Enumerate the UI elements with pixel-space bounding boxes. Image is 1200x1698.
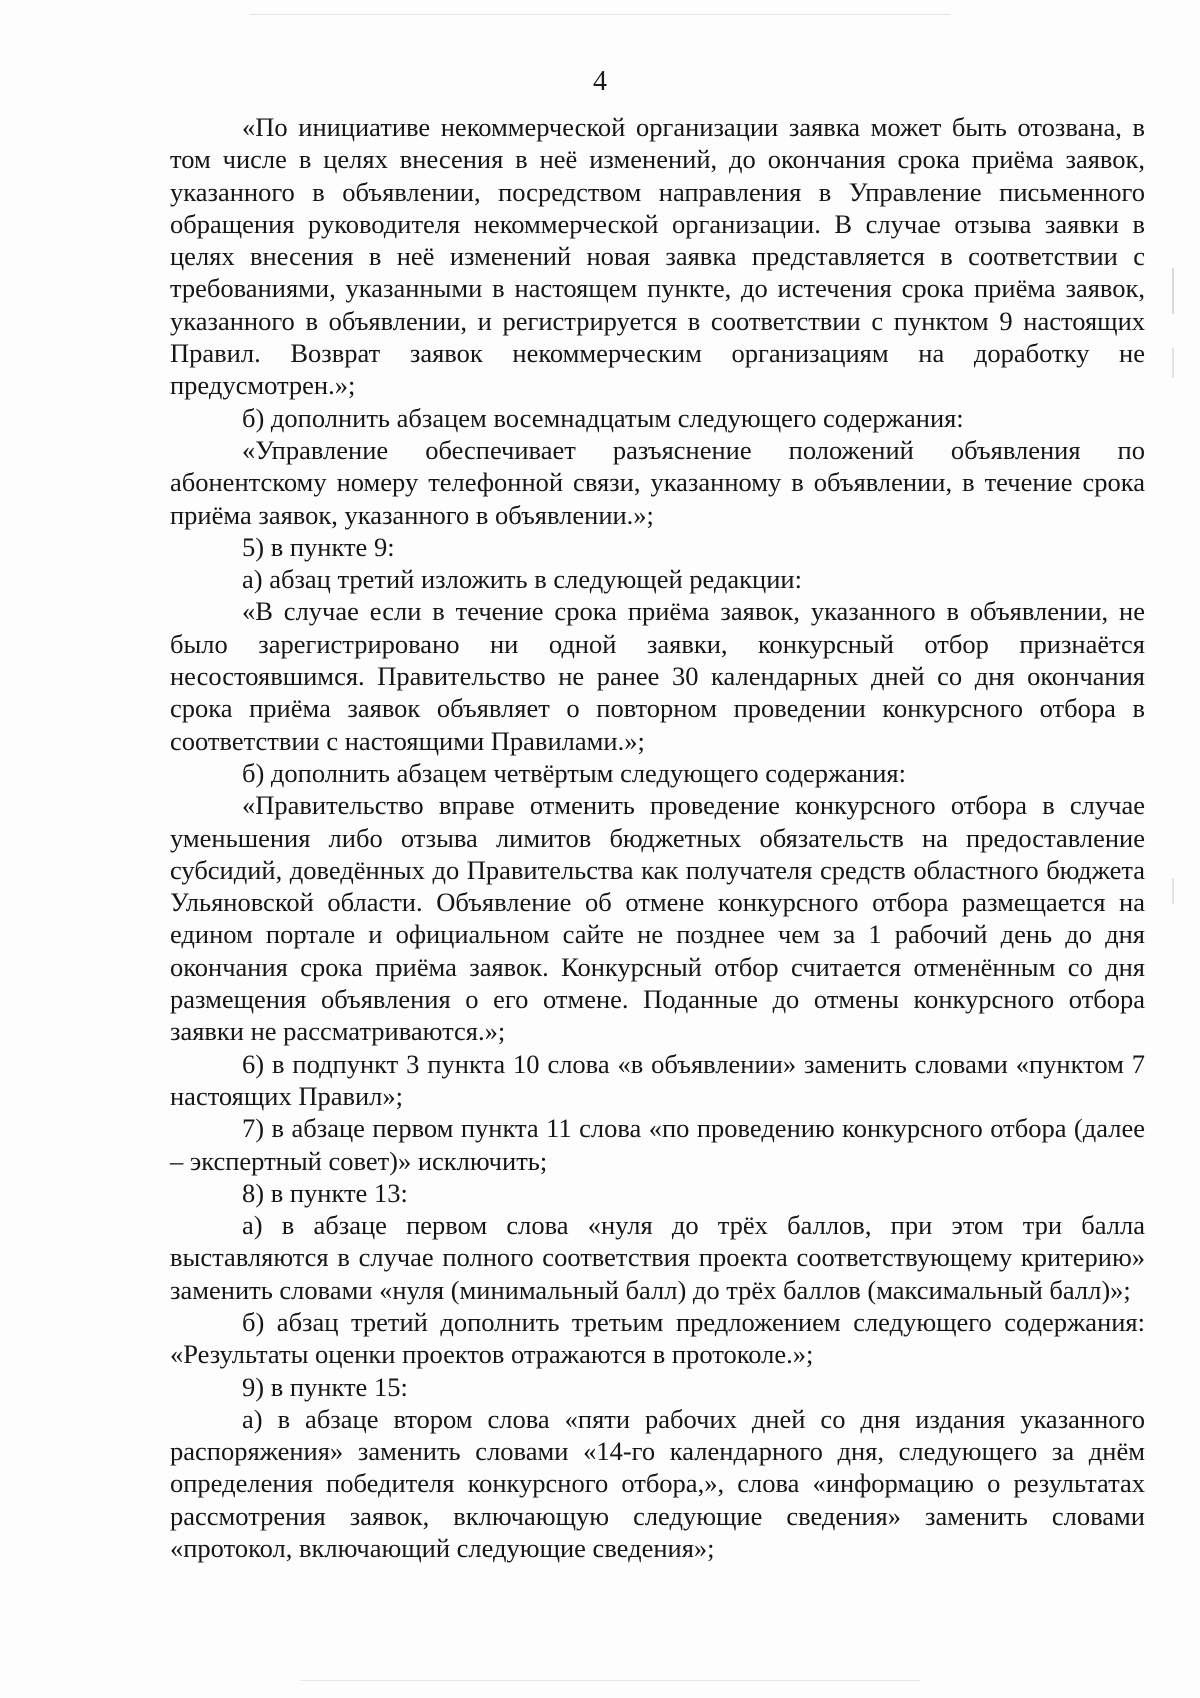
paragraph: «В случае если в течение срока приёма заявок, указанного в объявлении, не было зарегистрировано ни одной заявки, конкурсный отбор признаётся несостоявшимся. Правительство не ранее 30 календарных дней со дня окончания срока приёма заявок объявляет о повторном проведении конкурсного отбора в соответствии с настоящими Правилами.»; [170, 596, 1145, 756]
page-number: 4 [593, 66, 607, 97]
paragraph: а) в абзаце первом слова «нуля до трёх баллов, при этом три балла выставляются в случае полного соответствия проекта соответствующему критерию» заменить словами «нуля (минимальный балл) до трёх баллов (максимальный балл)»; [170, 1210, 1145, 1305]
scan-artifact-bottom [300, 1680, 920, 1681]
scan-artifact-right [1172, 268, 1174, 314]
paragraph: 6) в подпункт 3 пункта 10 слова «в объявлении» заменить словами «пунктом 7 настоящих Правил»; [170, 1048, 1145, 1111]
paragraph: б) дополнить абзацем восемнадцатым следующего содержания: [242, 402, 964, 433]
scan-artifact-right [1172, 878, 1174, 904]
paragraph: б) дополнить абзацем четвёртым следующего содержания: [242, 757, 906, 788]
paragraph: а) в абзаце втором слова «пяти рабочих дней со дня издания указанного распоряжения» заменить словами «14-го календарного дня, следующего за днём определения победителя конкурсного отбора,», слова «информацию о результатах рассмотрения заявок, включающую следующие сведения» заменить словами «протокол, включающий следующие сведения»; [170, 1403, 1145, 1564]
paragraph: «Правительство вправе отменить проведение конкурсного отбора в случае уменьшения либо отзыва лимитов бюджетных обязательств на предоставление субсидий, доведённых до Правительства как получателя средств областного бюджета Ульяновской области. Объявление об отмене конкурсного отбора размещается на едином портале и официальном сайте не позднее чем за 1 рабочий день до дня окончания срока приёма заявок. Конкурсный отбор считается отменённым со дня размещения объявления о его отмене. Поданные до отмены конкурсного отбора заявки не рассматриваются.»; [170, 790, 1145, 1047]
paragraph: 7) в абзаце первом пункта 11 слова «по проведению конкурсного отбора (далее – экспертный совет)» исключить; [170, 1113, 1145, 1176]
scan-artifact-right [1172, 348, 1174, 378]
paragraph: «Управление обеспечивает разъяснение положений объявления по абонентскому номеру телефонной связи, указанному в объявлении, в течение срока приёма заявок, указанного в объявлении.»; [170, 434, 1145, 530]
paragraph: 8) в пункте 13: [242, 1177, 408, 1208]
paragraph: 9) в пункте 15: [242, 1371, 408, 1402]
document-body [170, 111, 1145, 1564]
paragraph: 5) в пункте 9: [242, 531, 395, 562]
scan-artifact-top [250, 14, 950, 15]
paragraph: б) абзац третий дополнить третьим предложением следующего содержания: «Результаты оценки проектов отражаются в протоколе.»; [170, 1306, 1145, 1370]
paragraph: а) абзац третий изложить в следующей редакции: [242, 564, 802, 595]
paragraph: «По инициативе некоммерческой организации заявка может быть отозвана, в том числе в целях внесения в неё изменений, до окончания срока приёма заявок, указанного в объявлении, посредством направления в Управление письменного обращения руководителя некоммерческой организации. В случае отзыва заявки в целях внесения в неё изменений новая заявка представляется в соответствии с требованиями, указанными в настоящем пункте, до истечения срока приёма заявок, указанного в объявлении, и регистрируется в соответствии с пунктом 9 настоящих Правил. Возврат заявок некоммерческим организациям на доработку не предусмотрен.»; [170, 112, 1145, 401]
